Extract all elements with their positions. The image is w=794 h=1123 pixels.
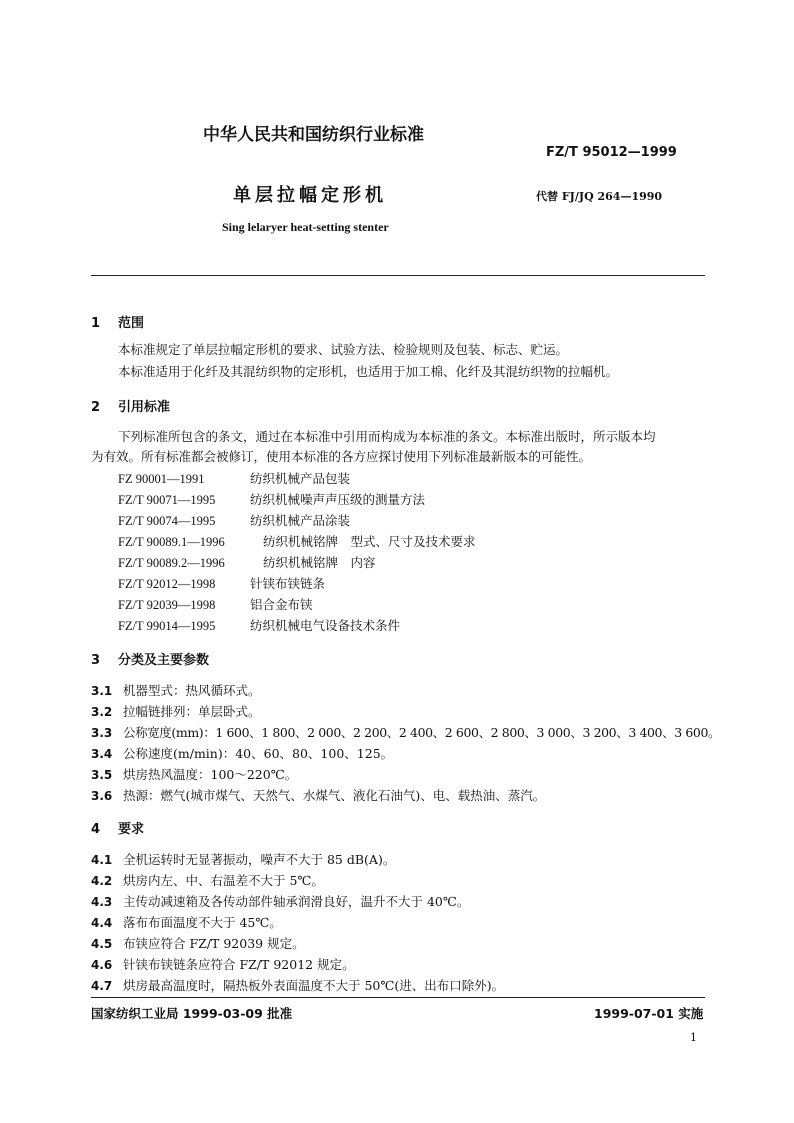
clause-number: 3.4 xyxy=(91,747,113,761)
paragraph: 下列标准所包含的条文，通过在本标准中引用而构成为本标准的条文。本标准出版时，所示版本均 xyxy=(118,429,656,444)
clause xyxy=(91,913,282,931)
section-1-heading xyxy=(91,312,144,331)
clause-text: 烘房热风温度：100～220℃。 xyxy=(123,767,298,782)
reference-name: 纺织机械噪声声压级的测量方法 xyxy=(250,492,426,507)
clause-text: 机器型式：热风循环式。 xyxy=(123,683,261,698)
header-divider xyxy=(91,275,705,276)
clause-text: 公称速度(m/min)：40、60、80、100、125。 xyxy=(123,746,394,761)
section-number: 3 xyxy=(91,653,101,668)
clause-number: 4.3 xyxy=(91,895,113,909)
clause xyxy=(91,723,720,741)
reference-code: FZ 90001—1991 xyxy=(118,472,205,486)
clause-text: 主传动减速箱及各传动部件轴承润滑良好，温升不大于 40℃。 xyxy=(123,894,470,909)
clause xyxy=(91,786,545,804)
clause-text: 热源：燃气(城市煤气、天然气、水煤气、液化石油气)、电、载热油、蒸汽。 xyxy=(123,788,546,803)
section-2-heading xyxy=(91,396,170,415)
section-title: 引用标准 xyxy=(118,400,171,415)
reference-name: 纺织机械铭牌 型式、尺寸及技术要求 xyxy=(263,534,476,549)
section-number: 4 xyxy=(91,822,101,837)
paragraph: 本标准规定了单层拉幅定形机的要求、试验方法、检验规则及包装、标志、贮运。 xyxy=(118,342,569,357)
footer-divider xyxy=(91,997,705,998)
section-title: 要求 xyxy=(118,822,145,837)
clause-text: 针铗布铗链条应符合 FZ/T 92012 规定。 xyxy=(123,957,355,972)
clause-number: 4.4 xyxy=(91,916,113,930)
reference-code: FZ/T 90074—1995 xyxy=(118,514,216,528)
clause xyxy=(91,892,469,910)
clause-number: 4.1 xyxy=(91,853,113,867)
issuing-organization: 中华人民共和国纺织行业标准 xyxy=(203,125,424,145)
clause xyxy=(91,702,261,720)
clause-number: 3.3 xyxy=(91,726,113,740)
standard-number: FZ/T 95012—1999 xyxy=(546,145,677,160)
clause xyxy=(91,871,324,889)
reference-item xyxy=(118,574,325,592)
clause xyxy=(91,744,393,762)
clause-number: 3.2 xyxy=(91,705,113,719)
reference-item xyxy=(118,469,350,487)
clause-number: 4.7 xyxy=(91,979,113,993)
section-number: 1 xyxy=(91,316,101,331)
clause-number: 4.2 xyxy=(91,874,113,888)
clause xyxy=(91,976,504,994)
clause xyxy=(91,850,395,868)
reference-name: 铝合金布铗 xyxy=(250,597,313,612)
clause-text: 烘房最高温度时，隔热板外表面温度不大于 50℃(进、出布口除外)。 xyxy=(123,978,505,993)
reference-code: FZ/T 92012—1998 xyxy=(118,577,216,591)
clause-text: 公称宽度(mm)：1 600、1 800、2 000、2 200、2 400、2 600、2 800、3 000、3 200、3 400、3 600。 xyxy=(123,725,721,740)
paragraph: 本标准适用于化纤及其混纺织物的定形机，也适用于加工棉、化纤及其混纺织物的拉幅机。 xyxy=(118,364,619,379)
section-title: 范围 xyxy=(118,316,145,331)
clause-number: 4.6 xyxy=(91,958,113,972)
reference-code: FZ/T 90089.2—1996 xyxy=(118,556,225,570)
reference-name: 针铗布铗链条 xyxy=(250,576,326,591)
implementation-date: 1999-07-01 实施 xyxy=(594,1006,704,1021)
reference-code: FZ/T 90071—1995 xyxy=(118,493,216,507)
clause-text: 落布布面温度不大于 45℃。 xyxy=(123,915,282,930)
reference-name: 纺织机械产品包装 xyxy=(250,471,351,486)
clause-text: 布铗应符合 FZ/T 92039 规定。 xyxy=(123,936,305,951)
reference-name: 纺织机械电气设备技术条件 xyxy=(250,618,401,633)
page-number: 1 xyxy=(690,1031,697,1044)
clause-number: 3.6 xyxy=(91,789,113,803)
clause-number: 3.5 xyxy=(91,768,113,782)
clause xyxy=(91,955,355,973)
reference-item xyxy=(118,511,350,529)
reference-item xyxy=(118,616,400,634)
clause xyxy=(91,765,297,783)
reference-item xyxy=(118,490,425,508)
reference-code: FZ/T 90089.1—1996 xyxy=(118,535,225,549)
reference-code: FZ/T 92039—1998 xyxy=(118,598,216,612)
replaces-standard: 代替 FJ/JQ 264—1990 xyxy=(536,190,663,203)
clause-text: 烘房内左、中、右温差不大于 5℃。 xyxy=(123,873,324,888)
section-4-heading xyxy=(91,818,144,837)
approval-date: 国家纺织工业局 1999-03-09 批准 xyxy=(91,1006,293,1021)
document-title: 单层拉幅定形机 xyxy=(233,185,387,206)
section-title: 分类及主要参数 xyxy=(118,653,210,668)
section-number: 2 xyxy=(91,400,101,415)
clause xyxy=(91,934,305,952)
reference-name: 纺织机械产品涂装 xyxy=(250,513,351,528)
reference-item xyxy=(118,553,376,571)
clause xyxy=(91,681,261,699)
clause-text: 拉幅链排列：单层卧式。 xyxy=(123,704,261,719)
reference-item xyxy=(118,595,313,613)
reference-code: FZ/T 99014—1995 xyxy=(118,619,216,633)
clause-number: 4.5 xyxy=(91,937,113,951)
english-title: Sing lelaryer heat-setting stenter xyxy=(222,220,389,234)
clause-number: 3.1 xyxy=(91,684,113,698)
paragraph: 为有效。所有标准都会被修订，使用本标准的各方应探讨使用下列标准最新版本的可能性。 xyxy=(91,449,592,464)
clause-text: 全机运转时无显著振动，噪声不大于 85 dB(A)。 xyxy=(123,852,396,867)
reference-name: 纺织机械铭牌 内容 xyxy=(263,555,376,570)
reference-item xyxy=(118,532,476,550)
section-3-heading xyxy=(91,649,209,668)
